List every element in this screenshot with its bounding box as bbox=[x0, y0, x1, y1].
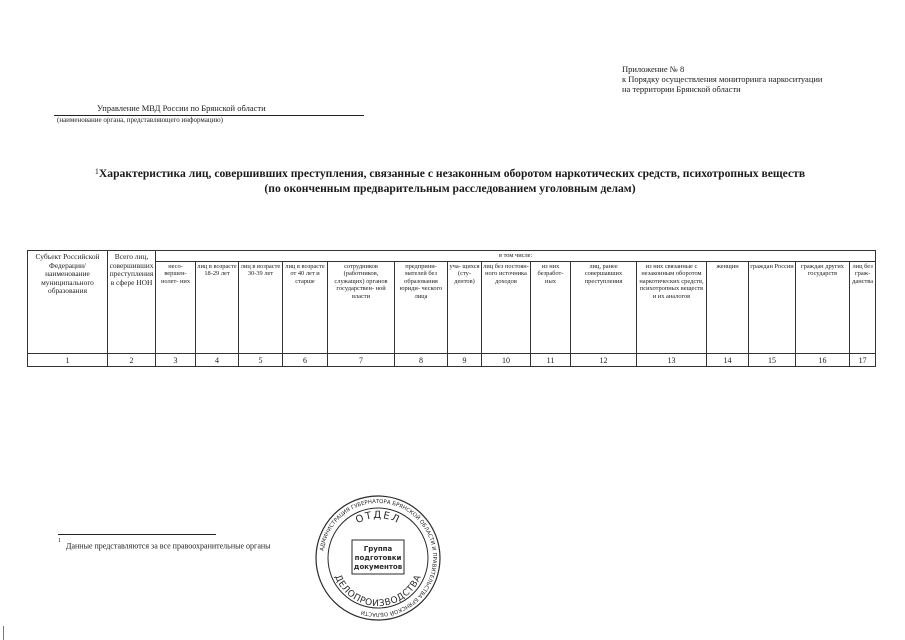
column-number: 8 bbox=[395, 353, 448, 366]
column-number: 5 bbox=[239, 353, 283, 366]
column-number-row bbox=[28, 353, 876, 366]
scan-edge-mark bbox=[3, 626, 4, 640]
procedure-line-1: к Порядку осуществления мониторинга наркоситуации bbox=[622, 74, 823, 84]
office-seal bbox=[314, 494, 442, 622]
report-table bbox=[27, 250, 876, 367]
column-number: 1 bbox=[28, 353, 108, 366]
column-number: 4 bbox=[196, 353, 239, 366]
col-header-state-employees: сотрудников (работников, служащих) органов государствен- ной власти bbox=[328, 261, 395, 353]
title-footnote-mark: 1 bbox=[94, 167, 99, 176]
title-line-1 bbox=[40, 166, 860, 181]
column-number: 11 bbox=[531, 353, 571, 366]
col-header-students: уча- щихся (сту- дентов) bbox=[448, 261, 482, 353]
col-header-unemployed: из них безработ- ных bbox=[531, 261, 571, 353]
seal-center-line-1: Группа bbox=[363, 545, 393, 553]
table-subheader-row bbox=[28, 261, 876, 353]
column-number: 17 bbox=[850, 353, 876, 366]
column-number: 16 bbox=[796, 353, 850, 366]
column-number: 7 bbox=[328, 353, 395, 366]
seal-top-text: ОТДЕЛ bbox=[354, 509, 402, 527]
col-header-repeat-offenders: лиц, ранее совершавших преступления bbox=[571, 261, 637, 353]
appendix-note bbox=[622, 64, 822, 94]
seal-center-line-2: подготовки bbox=[354, 554, 402, 562]
column-number: 14 bbox=[707, 353, 749, 366]
col-header-total: Всего лиц, совершивших преступления в сфере НОН bbox=[108, 251, 156, 354]
col-header-no-income: лиц без постоян- ного источника доходов bbox=[482, 261, 531, 353]
col-header-age-18-29: лиц в возрасте 18-29 лет bbox=[196, 261, 239, 353]
organization-block bbox=[54, 103, 364, 125]
table-group-header-row bbox=[28, 251, 876, 262]
footnote-separator bbox=[58, 534, 216, 535]
col-header-drug-related: из них связанные с незаконным оборотом наркотических средств, психотропных веществ и их аналогов bbox=[637, 261, 707, 353]
col-header-age-30-39: лиц в возрасте 30-39 лет bbox=[239, 261, 283, 353]
seal-center-line-3: документов bbox=[353, 563, 403, 571]
column-number: 2 bbox=[108, 353, 156, 366]
column-number: 6 bbox=[283, 353, 328, 366]
document-title bbox=[40, 166, 860, 196]
col-header-subject: Субъект Российской Федерации/ наименование муниципального образования bbox=[28, 251, 108, 354]
col-header-entrepreneurs: предприни- мателей без образования юриди- ческого лица bbox=[395, 261, 448, 353]
column-number: 10 bbox=[482, 353, 531, 366]
organization-caption: (наименование органа, представляющего информацию) bbox=[57, 116, 223, 124]
appendix-number: Приложение № 8 bbox=[622, 64, 685, 74]
column-number: 15 bbox=[749, 353, 796, 366]
col-header-russian-citizens: граждан России bbox=[749, 261, 796, 353]
footnote-mark: 1 bbox=[58, 538, 61, 544]
seal-outer-text: АДМИНИСТРАЦИЯ ГУБЕРНАТОРА БРЯНСКОЙ ОБЛАСТИ И ПРАВИТЕЛЬСТВА БРЯНСКОЙ ОБЛАСТИ bbox=[319, 498, 438, 618]
column-number: 13 bbox=[637, 353, 707, 366]
title-line-2: (по оконченным предварительным расследованием уголовным делам) bbox=[264, 182, 636, 195]
footnote-text: Данные представляются за все правоохранительные органы bbox=[66, 541, 271, 551]
organization-name: Управление МВД России по Брянской области bbox=[97, 103, 266, 113]
col-header-stateless: лиц без граж- данства bbox=[850, 261, 876, 353]
col-header-minors: несо- вершен- нолет- них bbox=[156, 261, 196, 353]
col-header-women: женщин bbox=[707, 261, 749, 353]
column-number: 3 bbox=[156, 353, 196, 366]
col-header-foreign-citizens: граждан других государств bbox=[796, 261, 850, 353]
title-line-1-text: Характеристика лиц, совершивших преступления, связанные с незаконным оборотом наркотических средств, психотропных веществ bbox=[98, 167, 806, 180]
procedure-line-2: на территории Брянской области bbox=[622, 84, 741, 94]
seal-bottom-text: ДЕЛОПРОИЗВОДСТВА bbox=[332, 573, 424, 610]
column-number: 9 bbox=[448, 353, 482, 366]
group-header-including: в том числе: bbox=[156, 251, 876, 262]
column-number: 12 bbox=[571, 353, 637, 366]
col-header-age-40-plus: лиц в возрасте от 40 лет и старше bbox=[283, 261, 328, 353]
footnote bbox=[58, 538, 271, 551]
